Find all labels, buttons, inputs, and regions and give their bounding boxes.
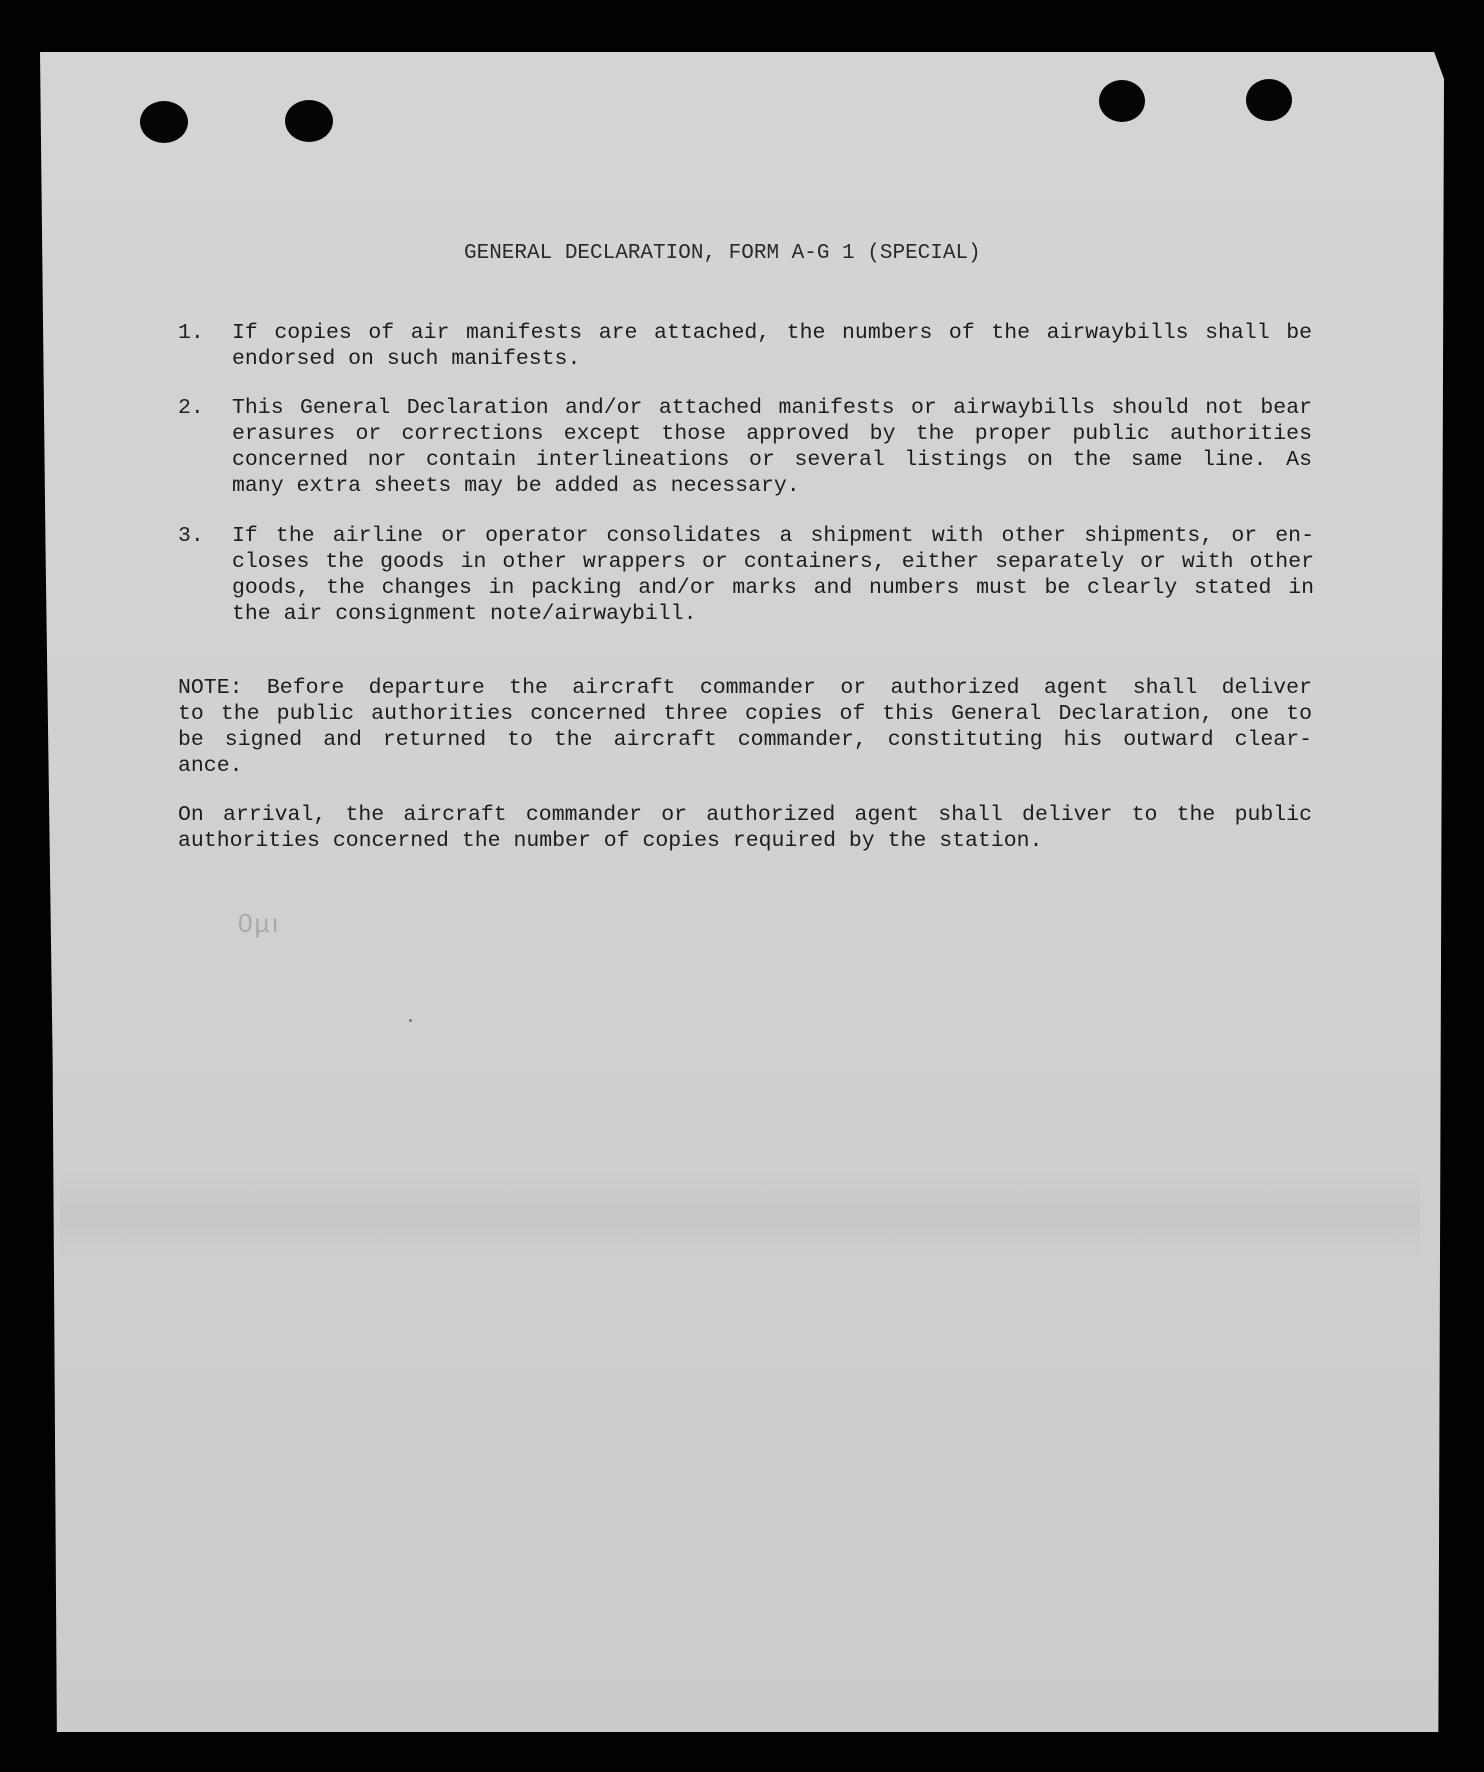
paragraph-line: If the airline or operator consolidates a shipment with other shipments, or en- [232, 524, 1314, 548]
paper-smudge [60, 1170, 1420, 1260]
paragraph-line: NOTE: Before departure the aircraft commander or authorized agent shall deliver [178, 676, 1312, 700]
paper-sheet [40, 52, 1444, 1732]
note-paragraph [178, 675, 1312, 779]
paragraph-line: many extra sheets may be added as necessary. [232, 474, 800, 498]
paragraph-line: authorities concerned the number of copies required by the station. [178, 829, 1043, 853]
punch-hole-icon [1099, 80, 1145, 122]
paragraph-line: closes the goods in other wrappers or containers, either separately or with other [232, 550, 1314, 574]
paragraph-line: endorsed on such manifests. [232, 347, 581, 371]
item-number: 2. [178, 396, 204, 420]
item-paragraph [232, 320, 1312, 372]
punch-hole-icon [140, 101, 188, 143]
faint-pencil-mark: 0µı [238, 908, 281, 938]
paragraph-line: If copies of air manifests are attached, the numbers of the airwaybills shall be [232, 321, 1312, 345]
paragraph-line: erasures or corrections except those approved by the proper public authorities [232, 422, 1312, 446]
item-paragraph [232, 523, 1314, 627]
ink-speck [409, 1019, 412, 1022]
arrival-paragraph [178, 802, 1312, 854]
punch-hole-icon [285, 100, 333, 142]
paragraph-line: concerned nor contain interlineations or several listings on the same line. As [232, 448, 1312, 472]
paragraph-line: ance. [178, 754, 243, 778]
item-paragraph [232, 395, 1312, 499]
paragraph-line: This General Declaration and/or attached manifests or airwaybills should not bear [232, 396, 1312, 420]
document-title: GENERAL DECLARATION, FORM A-G 1 (SPECIAL) [464, 242, 981, 265]
paragraph-line: the air consignment note/airwaybill. [232, 602, 697, 626]
punch-hole-icon [1246, 79, 1292, 121]
paragraph-line: goods, the changes in packing and/or marks and numbers must be clearly stated in [232, 576, 1314, 600]
paragraph-line: to the public authorities concerned three copies of this General Declaration, one to [178, 702, 1312, 726]
item-number: 3. [178, 524, 204, 548]
paragraph-line: On arrival, the aircraft commander or authorized agent shall deliver to the public [178, 803, 1312, 827]
paragraph-line: be signed and returned to the aircraft commander, constituting his outward clear- [178, 728, 1312, 752]
item-number: 1. [178, 321, 204, 345]
